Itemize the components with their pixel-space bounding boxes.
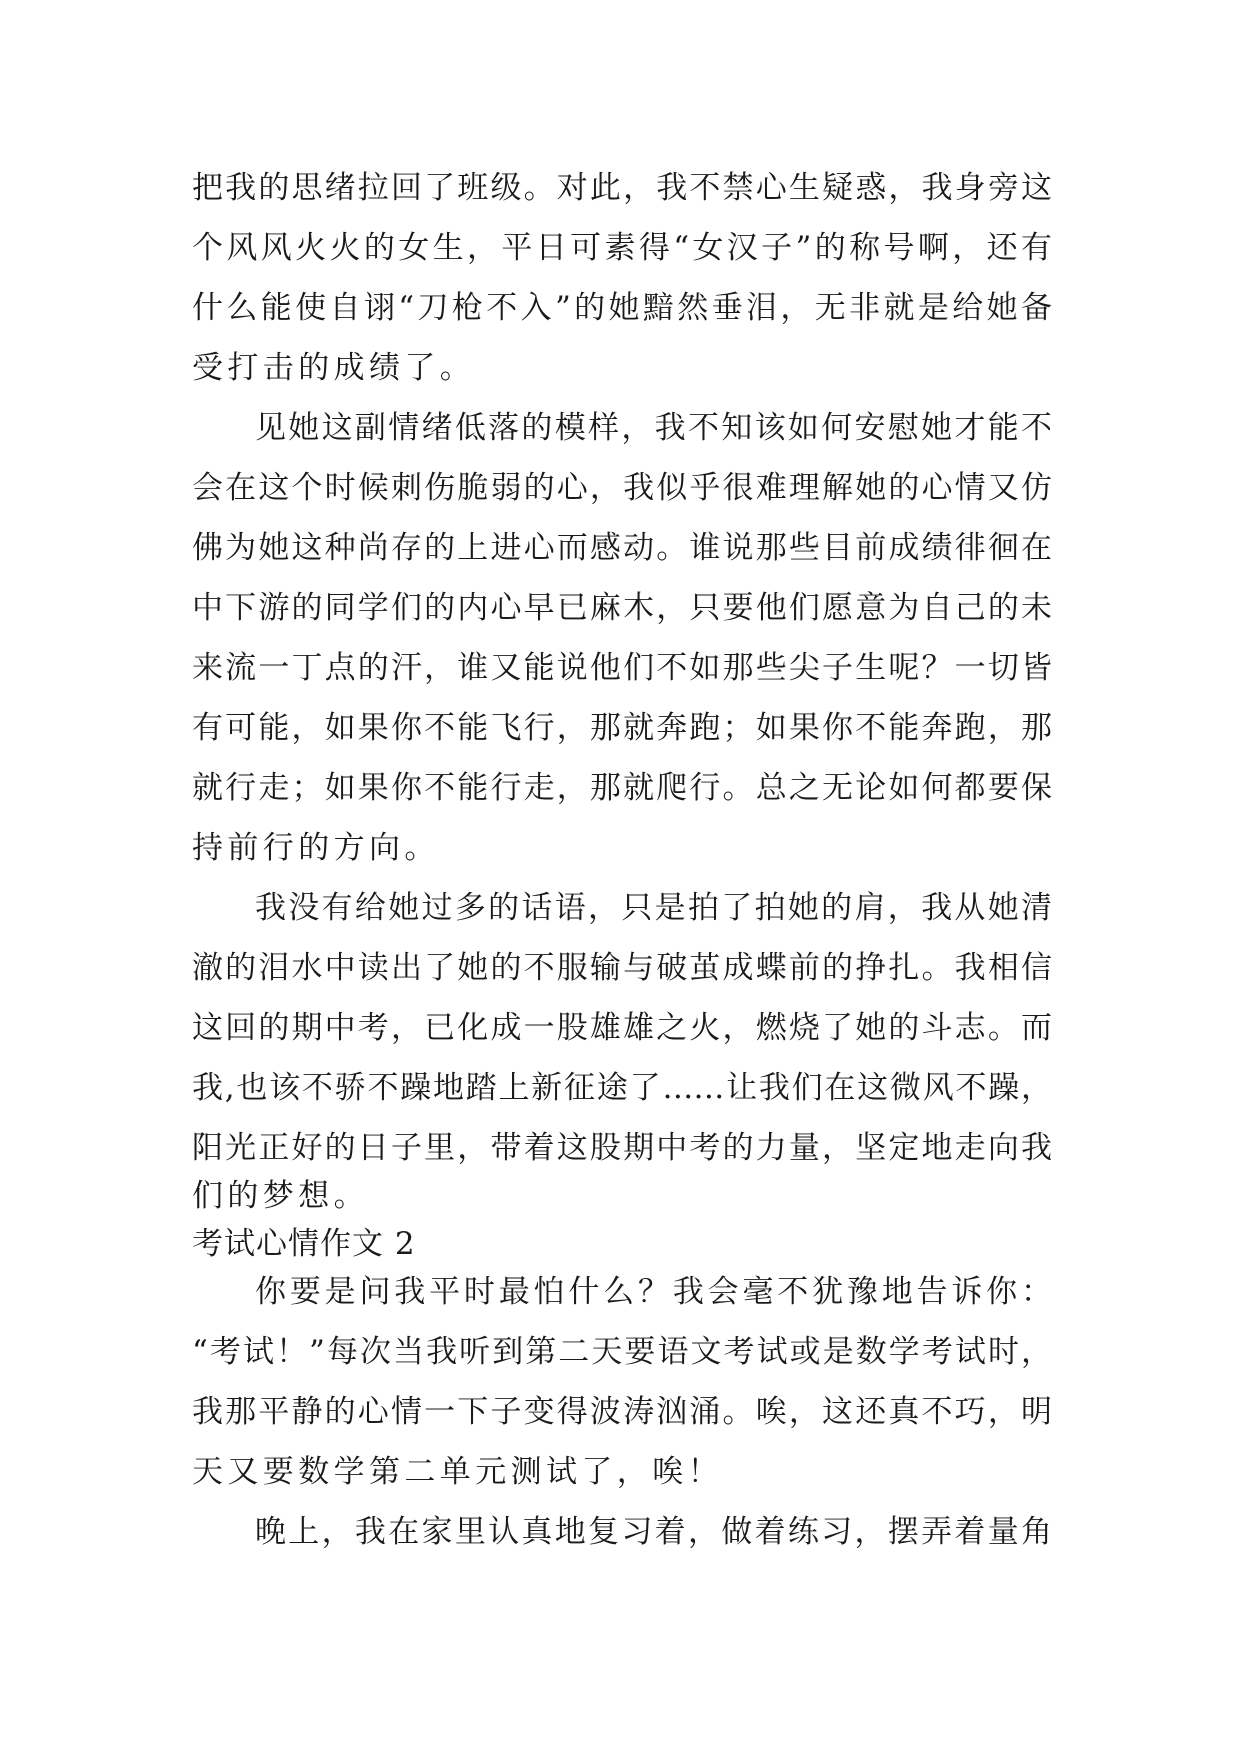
text-line: 会在这个时候刺伤脆弱的心，我似乎很难理解她的心情又仿 — [192, 470, 1052, 506]
text-line: 持前行的方向。 — [192, 830, 440, 866]
section-heading: 考试心情作文 2 — [192, 1226, 416, 1262]
text-line: 有可能，如果你不能飞行，那就奔跑；如果你不能奔跑，那 — [192, 710, 1052, 746]
text-line: 我那平静的心情一下子变得波涛汹涌。唉，这还真不巧，明 — [192, 1394, 1052, 1430]
text-line: 佛为她这种尚存的上进心而感动。谁说那些目前成绩徘徊在 — [192, 530, 1052, 566]
text-line: 中下游的同学们的内心早已麻木，只要他们愿意为自己的未 — [192, 590, 1052, 626]
text-line: 见她这副情绪低落的模样，我不知该如何安慰她才能不 — [255, 410, 1052, 446]
text-line: 个风风火火的女生，平日可素得“女汉子”的称号啊，还有 — [192, 230, 1052, 266]
text-line: 来流一丁点的汗，谁又能说他们不如那些尖子生呢？一切皆 — [192, 650, 1052, 686]
text-line: 什么能使自诩“刀枪不入”的她黯然垂泪，无非就是给她备 — [192, 290, 1052, 326]
text-line: 天又要数学第二单元测试了，唉！ — [192, 1454, 723, 1490]
text-line: 这回的期中考，已化成一股雄雄之火，燃烧了她的斗志。而 — [192, 1010, 1052, 1046]
text-line: 澈的泪水中读出了她的不服输与破茧成蝶前的挣扎。我相信 — [192, 950, 1052, 986]
text-line: “考试！”每次当我听到第二天要语文考试或是数学考试时， — [192, 1334, 1052, 1370]
text-line: 你要是问我平时最怕什么？我会毫不犹豫地告诉你： — [255, 1274, 1052, 1310]
text-line: 晚上，我在家里认真地复习着，做着练习，摆弄着量角 — [255, 1514, 1052, 1550]
text-line: 受打击的成绩了。 — [192, 350, 476, 386]
text-line: 就行走；如果你不能行走，那就爬行。总之无论如何都要保 — [192, 770, 1052, 806]
text-line: 把我的思绪拉回了班级。对此，我不禁心生疑惑，我身旁这 — [192, 170, 1052, 206]
text-line: 阳光正好的日子里，带着这股期中考的力量，坚定地走向我 — [192, 1130, 1052, 1166]
text-line: 们的梦想。 — [192, 1178, 369, 1214]
text-line: 我,也该不骄不躁地踏上新征途了……让我们在这微风不躁， — [192, 1070, 1052, 1106]
text-line: 我没有给她过多的话语，只是拍了拍她的肩，我从她清 — [255, 890, 1052, 926]
